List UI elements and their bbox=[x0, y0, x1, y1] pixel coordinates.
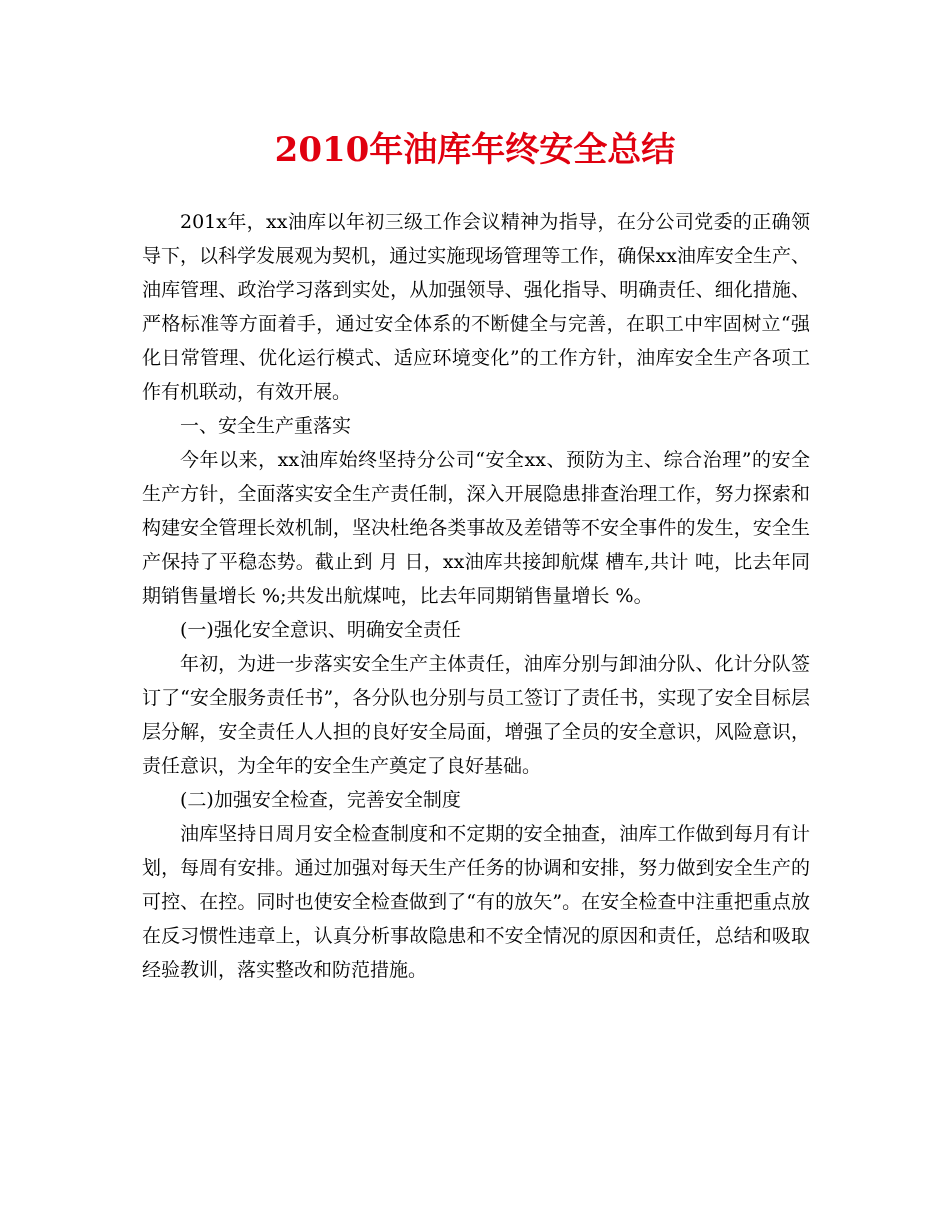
paragraph-section-1: 今年以来，xx油库始终坚持分公司“安全xx、预防为主、综合治理”的安全生产方针，全面落实安全生产责任制，深入开展隐患排查治理工作，努力探索和构建安全管理长效机制，坚决杜绝各类事故及差错等不安全事件的发生，安全生产保持了平稳态势。截止到 月 日，xx油库共接卸航煤 槽车,共计 吨，比去年同期销售量增长 %;共发出航煤吨，比去年同期销售量增长 %。 bbox=[142, 449, 810, 607]
subsection-heading-1: (一)强化安全意识、明确安全责任 bbox=[180, 619, 461, 641]
document-title: 2010年油库年终安全总结 bbox=[274, 130, 676, 170]
paragraph-intro: 201x年，xx油库以年初三级工作会议精神为指导，在分公司党委的正确领导下，以科学发展观为契机，通过实施现场管理等工作，确保xx油库安全生产、油库管理、政治学习落到实处，从加强领导、强化指导、明确责任、细化措施、严格标准等方面着手，通过安全体系的不断健全与完善，在职工中牢固树立“强化日常管理、优化运行模式、适应环境变化”的工作方针，油库安全生产各项工作有机联动，有效开展。 bbox=[142, 211, 810, 403]
document-body bbox=[142, 205, 810, 987]
subsection-heading-2: (二)加强安全检查，完善安全制度 bbox=[180, 789, 461, 811]
paragraph-subsection-2: 油库坚持日周月安全检查制度和不定期的安全抽查，油库工作做到每月有计划，每周有安排。通过加强对每天生产任务的协调和安排，努力做到安全生产的可控、在控。同时也使安全检查做到了“有的放矢”。在安全检查中注重把重点放在反习惯性违章上，认真分析事故隐患和不安全情况的原因和责任，总结和吸取经验教训，落实整改和防范措施。 bbox=[142, 823, 810, 981]
section-heading-1: 一、安全生产重落实 bbox=[180, 415, 352, 437]
paragraph-subsection-1: 年初，为进一步落实安全生产主体责任，油库分别与卸油分队、化计分队签订了“安全服务责任书”，各分队也分别与员工签订了责任书，实现了安全目标层层分解，安全责任人人担的良好安全局面，增强了全员的安全意识，风险意识，责任意识，为全年的安全生产奠定了良好基础。 bbox=[142, 653, 810, 777]
